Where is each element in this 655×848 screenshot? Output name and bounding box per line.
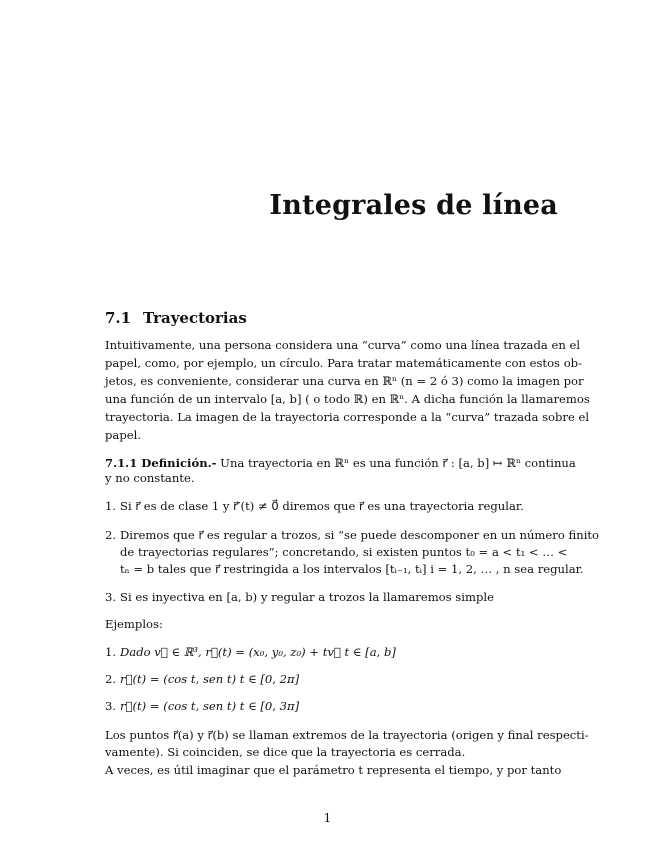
- section-title: Trayectorias: [143, 309, 247, 327]
- example-item: [105, 698, 560, 715]
- list-item-text: Si r⃗ es de clase 1 y r⃗′(t) ≠ 0⃗ diremos que r⃗ es una trayectoria regular.: [120, 499, 524, 513]
- intro-line: papel.: [105, 428, 142, 442]
- example-number: 1.: [105, 645, 117, 659]
- intro-line: Intuitivamente, una persona considera una “curva” como una línea trazada en el: [105, 338, 581, 352]
- example-item: [105, 671, 560, 688]
- list-item-text: de trayectorias regulares”; concretando, si existen puntos t₀ = a < t₁ < … <: [120, 545, 568, 559]
- list-item: [105, 589, 560, 606]
- definition-line: y no constante.: [105, 471, 195, 485]
- list-item-text: Diremos que r⃗ es regular a trozos, si “se puede descomponer en un número finito: [120, 528, 600, 542]
- intro-line: jetos, es conveniente, considerar una curva en ℝⁿ (n = 2 ó 3) como la imagen por: [105, 374, 584, 388]
- intro-line: papel, como, por ejemplo, un círculo. Para tratar matemáticamente con estos ob-: [105, 356, 583, 370]
- example-formula: Dado v⃗ ∈ ℝ³, r⃗(t) = (x₀, y₀, z₀) + tv⃗ t ∈ [a, b]: [120, 645, 396, 659]
- intro-line: una función de un intervalo [a, b] ( o todo ℝ) en ℝⁿ. A dicha función la llamaremos: [105, 392, 590, 406]
- examples-label: Ejemplos:: [105, 617, 163, 631]
- example-formula: r⃗(t) = (cos t, sen t) t ∈ [0, 3π]: [120, 699, 300, 713]
- section-heading: [105, 309, 247, 327]
- page-number: 1: [323, 811, 332, 825]
- definition-label: 7.1.1 Definición.-: [105, 456, 217, 470]
- list-item: [105, 527, 600, 544]
- list-item-number: 2.: [105, 528, 117, 542]
- list-item-number: 1.: [105, 499, 117, 513]
- closing-line: Los puntos r⃗(a) y r⃗(b) se llaman extremos de la trayectoria (origen y final respecti-: [105, 728, 589, 742]
- example-formula: r⃗(t) = (cos t, sen t) t ∈ [0, 2π]: [120, 672, 300, 686]
- section-number: 7.1: [105, 309, 132, 327]
- closing-line: vamente). Si coinciden, se dice que la trayectoria es cerrada.: [105, 745, 466, 759]
- list-item-text: tₙ = b tales que r⃗ restringida a los intervalos [tᵢ₋₁, tᵢ] i = 1, 2, … , n sea regular.: [120, 562, 584, 576]
- list-item-text: Si es inyectiva en [a, b) y regular a trozos la llamaremos simple: [120, 590, 494, 604]
- example-item: [105, 644, 560, 661]
- closing-line: A veces, es útil imaginar que el parámetro t representa el tiempo, y por tanto: [105, 763, 562, 777]
- example-number: 3.: [105, 699, 117, 713]
- definition-text: Una trayectoria en ℝⁿ es una función r⃗ : [a, b] ↦ ℝⁿ continua: [220, 456, 576, 470]
- chapter-title: Integrales de línea: [269, 190, 558, 221]
- example-number: 2.: [105, 672, 117, 686]
- list-item: [105, 498, 560, 515]
- list-item-number: 3.: [105, 590, 117, 604]
- intro-line: trayectoria. La imagen de la trayectoria corresponde a la “curva” trazada sobre el: [105, 410, 590, 424]
